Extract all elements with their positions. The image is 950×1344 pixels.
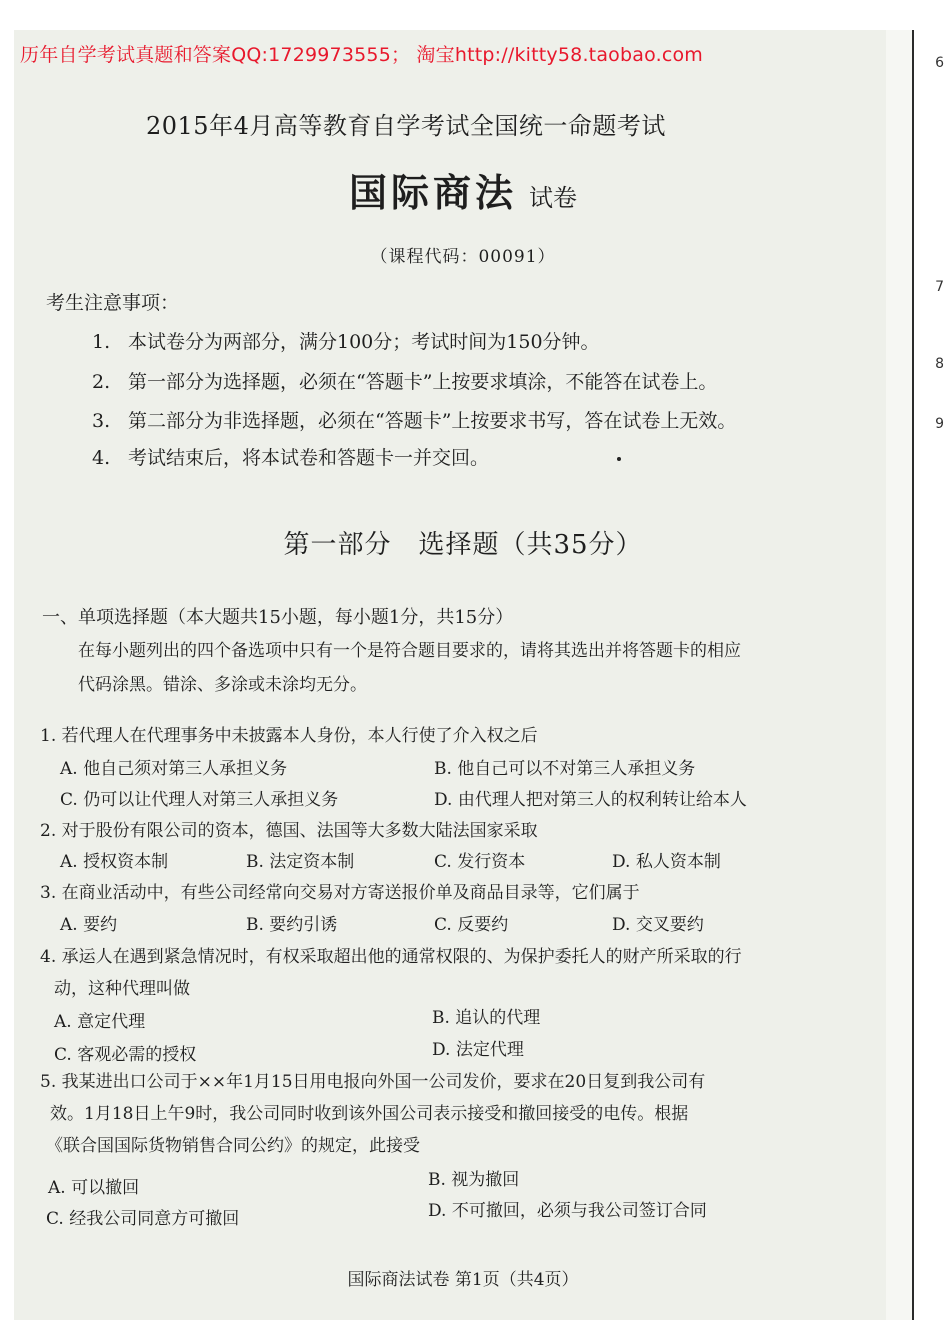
stray-dot <box>617 457 621 461</box>
paper-edge <box>886 30 912 1320</box>
instruction-line: 在每小题列出的四个备选项中只有一个是符合题目要求的，请将其选出并将答题卡的相应 <box>78 641 741 661</box>
subject-title: 国际商法 <box>348 170 517 215</box>
option-a: A. 要约 <box>60 915 118 935</box>
notice-item-number: 3. <box>92 410 111 432</box>
subject-heading <box>14 162 912 217</box>
option-c: C. 反要约 <box>434 915 509 935</box>
option-d: D. 交叉要约 <box>612 915 704 935</box>
option-a: A. 可以撤回 <box>48 1178 140 1198</box>
option-d: D. 私人资本制 <box>612 852 721 872</box>
exam-header: 2015年4月高等教育自学考试全国统一命题考试 <box>146 112 666 140</box>
question-stem: 4. 承运人在遇到紧急情况时，有权采取超出他的通常权限的、为保护委托人的财产所采取的行 <box>40 947 742 967</box>
section-title: 第一部分 选择题（共35分） <box>283 530 643 560</box>
notice-item-text: 考试结束后，将本试卷和答题卡一并交回。 <box>128 447 490 469</box>
option-c: C. 发行资本 <box>434 852 526 872</box>
watermark-banner: 历年自学考试真题和答案QQ:1729973555； 淘宝http://kitty58.taobao.com <box>20 44 704 66</box>
notice-item <box>92 367 717 394</box>
option-b: B. 追认的代理 <box>432 1008 541 1028</box>
question-stem: 1. 若代理人在代理事务中未披露本人身份，本人行使了介入权之后 <box>40 726 538 746</box>
notice-item <box>92 406 736 433</box>
question-stem-continued: 《联合国国际货物销售合同公约》的规定，此接受 <box>46 1136 420 1156</box>
subject-suffix: 试卷 <box>529 184 577 212</box>
notice-item-text: 本试卷分为两部分，满分100分；考试时间为150分钟。 <box>128 331 600 353</box>
option-b: B. 要约引诱 <box>246 915 338 935</box>
option-a: A. 意定代理 <box>54 1012 146 1032</box>
notice-item-number: 4. <box>92 447 111 469</box>
notice-item-text: 第一部分为选择题，必须在“答题卡”上按要求填涂，不能答在试卷上。 <box>128 371 718 393</box>
part-heading: 一、单项选择题（本大题共15小题，每小题1分，共15分） <box>42 607 514 628</box>
notice-item <box>92 327 600 354</box>
notice-item-text: 第二部分为非选择题，必须在“答题卡”上按要求书写，答在试卷上无效。 <box>128 410 737 432</box>
margin-number: 9 <box>935 416 944 432</box>
notice-item-number: 2. <box>92 371 111 393</box>
option-d: D. 由代理人把对第三人的权利转让给本人 <box>434 790 747 810</box>
option-c: C. 仍可以让代理人对第三人承担义务 <box>60 790 339 810</box>
option-d: D. 不可撤回，必须与我公司签订合同 <box>428 1201 707 1221</box>
question-stem-continued: 动，这种代理叫做 <box>54 979 190 999</box>
option-a: A. 授权资本制 <box>60 852 169 872</box>
question-stem: 5. 我某进出口公司于××年1月15日用电报向外国一公司发价，要求在20日复到我公司有 <box>40 1072 706 1092</box>
option-b: B. 他自己可以不对第三人承担义务 <box>434 759 696 779</box>
option-c: C. 客观必需的授权 <box>54 1045 197 1065</box>
option-a: A. 他自己须对第三人承担义务 <box>60 759 288 779</box>
option-c: C. 经我公司同意方可撤回 <box>46 1209 240 1229</box>
course-code: （课程代码：00091） <box>370 247 556 267</box>
notice-item <box>92 443 489 470</box>
notice-item-number: 1. <box>92 331 111 353</box>
question-stem: 2. 对于股份有限公司的资本，德国、法国等大多数大陆法国家采取 <box>40 821 538 841</box>
margin-number: 8 <box>935 356 944 372</box>
question-stem: 3. 在商业活动中，有些公司经常向交易对方寄送报价单及商品目录等，它们属于 <box>40 883 640 903</box>
notice-heading: 考生注意事项： <box>46 292 180 314</box>
option-b: B. 视为撤回 <box>428 1170 520 1190</box>
option-d: D. 法定代理 <box>432 1040 524 1060</box>
page-footer: 国际商法试卷 第1页（共4页） <box>347 1270 579 1290</box>
option-b: B. 法定资本制 <box>246 852 355 872</box>
exam-paper <box>14 30 914 1320</box>
margin-number: 7 <box>935 279 944 295</box>
question-stem-continued: 效。1月18日上午9时，我公司同时收到该外国公司表示接受和撤回接受的电传。根据 <box>50 1104 689 1124</box>
instruction-line: 代码涂黑。错涂、多涂或未涂均无分。 <box>78 675 367 695</box>
margin-number: 6 <box>935 55 944 71</box>
